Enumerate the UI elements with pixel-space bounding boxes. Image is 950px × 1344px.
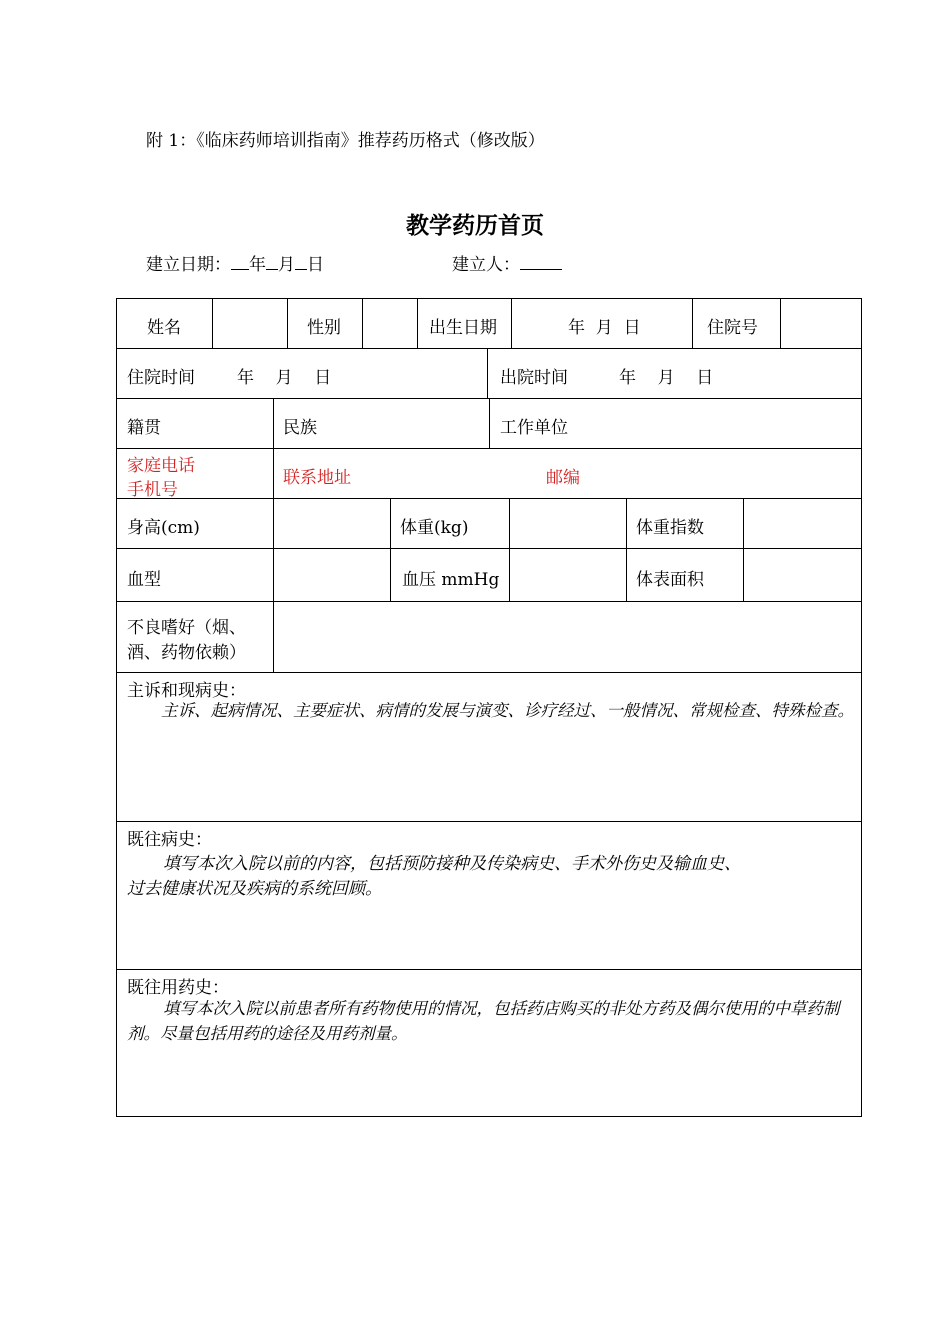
row-divider: [117, 448, 861, 449]
sex-label: 性别: [307, 318, 341, 338]
employer-label: 工作单位: [500, 418, 568, 438]
col-divider: [273, 448, 274, 498]
address-label: 联系地址: [283, 468, 351, 488]
name-input[interactable]: [212, 299, 287, 348]
row-divider: [117, 548, 861, 549]
past-history-label: 既往病史：: [127, 830, 212, 850]
admission-date-value[interactable]: 年 月 日: [237, 368, 332, 388]
col-divider: [287, 299, 288, 348]
height-label: 身高(cm): [127, 518, 200, 538]
month-blank[interactable]: [266, 255, 278, 270]
row-divider: [117, 498, 861, 499]
name-label: 姓名: [147, 318, 181, 338]
row-divider: [117, 821, 861, 822]
col-divider: [273, 398, 274, 448]
row-divider: [117, 672, 861, 673]
creator-line: [452, 250, 562, 275]
col-divider: [511, 299, 512, 348]
mobile-label: 手机号: [127, 480, 178, 500]
creator-blank[interactable]: [520, 255, 562, 270]
medication-history-label: 既往用药史：: [127, 978, 229, 998]
year-label: 年: [249, 255, 266, 275]
past-history-line2[interactable]: 过去健康状况及疾病的系统回顾。: [127, 879, 382, 899]
home-phone-label: 家庭电话: [127, 456, 195, 476]
col-divider: [743, 498, 744, 601]
habits-label-line2: 酒、药物依赖）: [127, 643, 246, 663]
admission-time-label: 住院时间: [127, 368, 195, 388]
hospital-no-label: 住院号: [707, 318, 758, 338]
col-divider: [417, 299, 418, 348]
sex-input[interactable]: [362, 299, 417, 348]
col-divider: [489, 398, 490, 448]
day-label: 日: [307, 255, 324, 275]
weight-label: 体重(kg): [400, 518, 469, 538]
discharge-date-value[interactable]: 年 月 日: [619, 368, 714, 388]
col-divider: [692, 299, 693, 348]
habits-label-line1: 不良嗜好（烟、: [127, 618, 246, 638]
medication-history-text[interactable]: 填写本次入院以前患者所有药物使用的情况，包括药店购买的非处方药及偶尔使用的中草药制剂。尽量包括用药的途径及用药剂量。: [127, 999, 840, 1043]
birth-date-label: 出生日期: [429, 318, 497, 338]
chief-complaint-text[interactable]: 主诉、起病情况、主要症状、病情的发展与演变、诊疗经过、一般情况、常规检查、特殊检查。: [161, 701, 854, 720]
created-date-label: 建立日期：: [146, 255, 231, 275]
birth-date-value[interactable]: 年 月 日: [568, 318, 641, 338]
medication-record-form: [116, 298, 862, 1117]
col-divider: [273, 498, 274, 601]
bmi-label: 体重指数: [636, 518, 704, 538]
ethnicity-label: 民族: [283, 418, 317, 438]
col-divider: [390, 498, 391, 601]
day-blank[interactable]: [295, 255, 307, 270]
page-title: 教学药历首页: [406, 212, 544, 239]
creator-label: 建立人：: [452, 255, 520, 275]
postcode-label: 邮编: [546, 468, 580, 488]
hospital-no-input[interactable]: [780, 299, 861, 348]
col-divider: [626, 498, 627, 601]
row-divider: [117, 969, 861, 970]
body-surface-area-label: 体表面积: [636, 570, 704, 590]
col-divider: [509, 498, 510, 601]
chief-complaint-label: 主诉和现病史：: [127, 681, 246, 701]
blood-type-label: 血型: [127, 570, 161, 590]
year-blank[interactable]: [231, 255, 249, 270]
col-divider: [487, 348, 488, 398]
month-label: 月: [278, 255, 295, 275]
discharge-time-label: 出院时间: [500, 368, 568, 388]
past-history-line1[interactable]: 填写本次入院以前的内容，包括预防接种及传染病史、手术外伤史及输血史、: [163, 854, 741, 874]
row-divider: [117, 348, 861, 349]
row-divider: [117, 601, 861, 602]
native-place-label: 籍贯: [127, 418, 161, 438]
col-divider: [273, 601, 274, 672]
appendix-heading: 附 1：《临床药师培训指南》推荐药历格式（修改版）: [146, 131, 545, 151]
blood-pressure-label: 血压 mmHg: [402, 570, 500, 590]
created-date-line: [146, 250, 324, 275]
